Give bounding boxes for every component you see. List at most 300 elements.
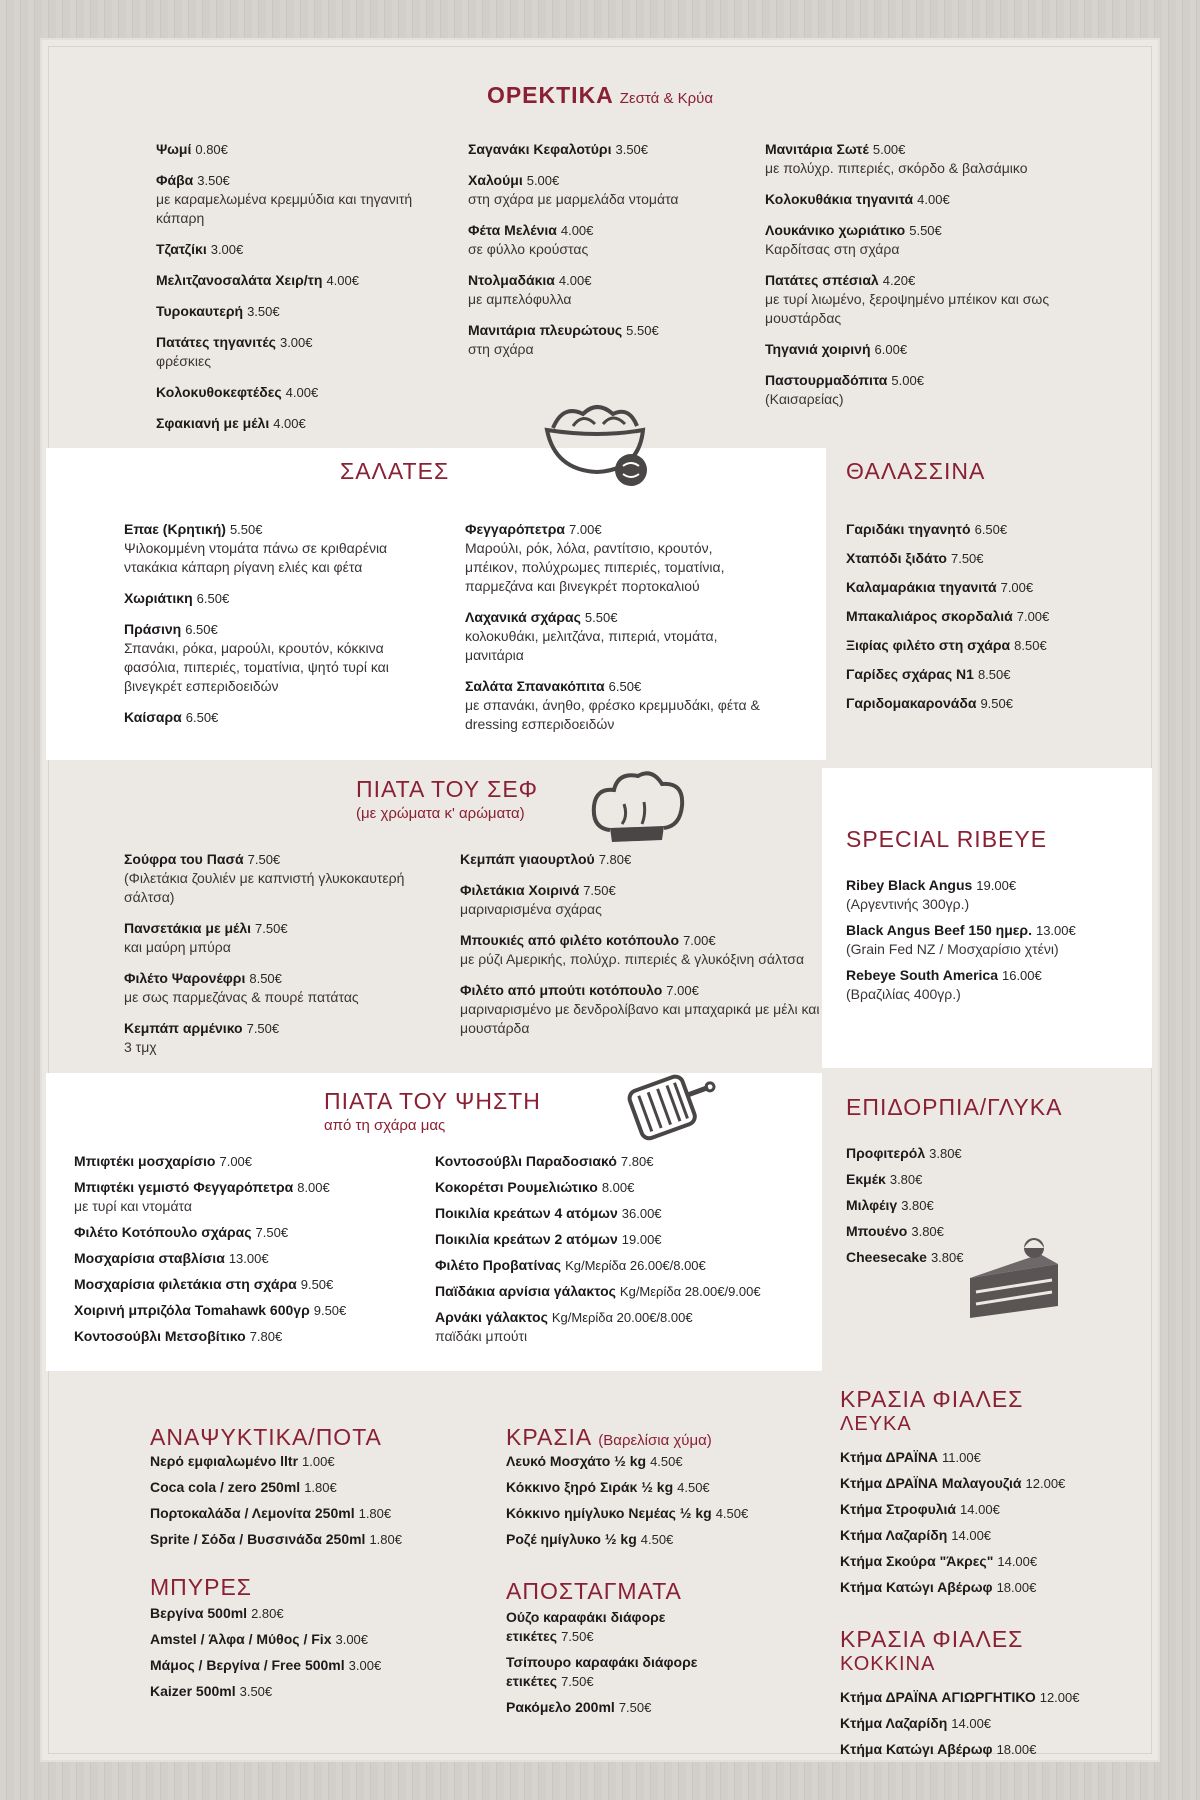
menu-item [124,520,424,577]
wines-white-list [840,1448,1150,1604]
menu-item-name: Τηγανιά χοιρινή [765,341,871,357]
salates-col2 [465,520,765,746]
menu-item-price: 4.00€ [285,385,319,400]
menu-item-price: 5.50€ [229,522,263,537]
menu-item-name: Αρνάκι γάλακτος [435,1309,548,1325]
menu-item-desc: στη σχάρα [468,341,534,357]
wines-bulk-title: ΚΡΑΣΙΑ [506,1424,593,1450]
menu-item-price: 7.50€ [583,883,616,898]
grill-title: ΠΙΑΤΑ ΤΟΥ ΨΗΣΤΗ [324,1088,541,1114]
salates-header [340,458,449,485]
menu-item-desc: με καραμελωμένα κρεμμύδια και τηγανιτή κάπαρη [156,191,413,226]
menu-item [840,1578,1150,1597]
grill-col1 [74,1152,414,1353]
menu-item-price: 36.00€ [621,1206,662,1221]
menu-item-name: Κτήμα Σκούρα "Άκρες" [840,1553,994,1569]
menu-item-name: Ribey Black Angus [846,877,973,893]
menu-item [435,1178,815,1197]
menu-item [124,589,424,608]
menu-item [156,271,416,290]
salates-title: ΣΑΛΑΤΕΣ [340,458,450,484]
menu-item-name: Μπιφτέκι γεμιστό Φεγγαρόπετρα [74,1179,294,1195]
menu-item [460,931,820,969]
menu-item [150,1630,470,1649]
menu-item-price: 7.80€ [620,1154,654,1169]
menu-item-name: Ξιφίας φιλέτο στη σχάρα [846,637,1011,653]
menu-item-price: Kg/Μερίδα 28.00€/9.00€ [619,1284,761,1299]
menu-item-name: Τυροκαυτερή [156,303,244,319]
orektika-col3 [765,140,1065,421]
menu-item-price: 0.80€ [195,142,228,157]
menu-item [846,694,1146,713]
menu-item-price: 4.00€ [558,273,592,288]
menu-item-name: Coca cola / zero 250ml [150,1479,301,1495]
grill-subtitle: από τη σχάρα μας [324,1117,446,1134]
menu-item-price: 4.20€ [882,273,916,288]
menu-item [840,1474,1150,1493]
menu-item-name: Φιλετάκια Χοιρινά [460,882,580,898]
menu-item-price: 4.50€ [650,1454,683,1469]
spirits-title: ΑΠΟΣΤΑΓΜΑΤΑ [506,1578,682,1604]
menu-item-price: 3.50€ [615,142,649,157]
menu-item-price: 18.00€ [996,1742,1037,1757]
menu-item-price: 3.80€ [929,1146,962,1161]
menu-item [150,1604,470,1623]
menu-item-name: Φιλέτο Κοτόπουλο σχάρας [74,1224,252,1240]
menu-item [124,919,414,957]
menu-item-name: Τζατζίκι [156,241,207,257]
menu-item-name: Σαλάτα Σπανακόπιτα [465,678,605,694]
menu-item-name: Φιλέτο Προβατίνας [435,1257,562,1273]
menu-item [468,321,708,359]
menu-item [124,620,424,696]
menu-item-price: 8.50€ [977,667,1011,682]
menu-item-price: 14.00€ [951,1716,992,1731]
orektika-subtitle: Ζεστά & Κρύα [619,90,714,107]
thalassina-title: ΘΑΛΑΣΣΙΝΑ [846,458,986,484]
menu-item-name: Μανιτάρια Σωτέ [765,141,869,157]
menu-item [465,677,765,734]
menu-item-price: 3.80€ [889,1172,923,1187]
menu-item [468,271,708,309]
menu-item [840,1552,1150,1571]
menu-item [435,1230,815,1249]
menu-item-desc: με αμπελόφυλλα [468,291,572,307]
grill-icon [618,1050,718,1146]
menu-item-price: 3.00€ [279,335,313,350]
menu-item [468,140,708,159]
menu-item-desc: με τυρί και ντομάτα [74,1198,192,1214]
thalassina-header [846,458,985,485]
drinks-title: ΑΝΑΨΥΚΤΙΚΑ/ΠΟΤΑ [150,1424,382,1450]
menu-item [435,1204,815,1223]
menu-item-name: Ντολμαδάκια [468,272,555,288]
menu-item [840,1448,1150,1467]
menu-item-price: 8.50€ [249,971,282,986]
menu-item [840,1714,1150,1733]
menu-item-price: 4.00€ [560,223,594,238]
salates-col1 [124,520,424,739]
menu-item-name: Μανιτάρια πλευρώτους [468,322,623,338]
cake-slice-icon [962,1234,1074,1324]
menu-item-price: 4.00€ [273,416,306,431]
menu-item-desc: (Αργεντινής 300γρ.) [846,896,970,912]
menu-item [765,140,1065,178]
spirits-header [506,1578,682,1605]
menu-item-price: 9.50€ [980,696,1013,711]
menu-item-name: Γαριδομακαρονάδα [846,695,977,711]
menu-item-name: Κεμπάπ αρμένικο [124,1020,243,1036]
menu-item-name: Λουκάνικο χωριάτικο [765,222,906,238]
menu-item [846,1170,1046,1189]
menu-item-name: Μοσχαρίσια σταβλίσια [74,1250,225,1266]
menu-item-name: Πατάτες σπέσιαλ [765,272,879,288]
menu-item-price: 7.50€ [618,1700,652,1715]
grill-header [324,1088,541,1134]
menu-item-name: Κτήμα Λαζαρίδη [840,1715,948,1731]
menu-item-name: Κολοκυθάκια τηγανιτά [765,191,914,207]
menu-item [840,1526,1150,1545]
menu-item [124,1019,414,1057]
menu-item-desc: κολοκυθάκι, μελιτζάνα, πιπεριά, ντομάτα, μανιτάρια [465,628,718,663]
menu-item-price: 7.50€ [561,1629,594,1644]
menu-item [124,708,424,727]
menu-item [74,1152,414,1171]
beers-title: ΜΠΥΡΕΣ [150,1574,253,1600]
menu-item-name: Σφακιανή με μέλι [156,415,270,431]
menu-item-name: Τσίπουρο καραφάκι διάφορε ετικέτες [506,1654,698,1689]
orektika-col2 [468,140,708,371]
menu-item-desc: παϊδάκι μπούτι [435,1328,528,1344]
menu-item-price: 3.50€ [239,1684,273,1699]
menu-item-name: Προφιτερόλ [846,1145,926,1161]
menu-item [156,414,416,433]
menu-item [74,1223,414,1242]
menu-item [156,333,416,371]
menu-item-price: 4.50€ [640,1532,674,1547]
menu-item [846,921,1146,959]
menu-item-name: Χταπόδι ξιδάτο [846,550,947,566]
menu-item-name: Sprite / Σόδα / Βυσσινάδα 250ml [150,1531,366,1547]
salad-bowl-icon [543,400,655,492]
menu-item-name: Ποικιλία κρεάτων 4 ατόμων [435,1205,618,1221]
menu-item [846,1144,1046,1163]
spirits-list [506,1608,726,1724]
menu-item-name: Κτήμα ΔΡΑΪΝΑ [840,1449,939,1465]
menu-item-name: Καίσαρα [124,709,182,725]
menu-item [468,221,708,259]
menu-item-name: Χοιρινή μπριζόλα Tomahawk 600γρ [74,1302,310,1318]
menu-item-price: 7.00€ [666,983,699,998]
menu-item [156,302,416,321]
menu-item-name: Γαρίδες σχάρας Ν1 [846,666,974,682]
drinks-header [150,1424,382,1451]
menu-item-price: 14.00€ [951,1528,992,1543]
menu-item-price: 9.50€ [313,1303,347,1318]
menu-item-desc: (Καισαρείας) [765,391,844,407]
menu-item [124,850,414,907]
menu-item-name: Λευκό Μοσχάτο ½ kg [506,1453,647,1469]
menu-item-desc: με ρύζι Αμερικής, πολύχρ. πιπεριές & γλυκόξινη σάλτσα [460,951,805,967]
menu-item-desc: (Grain Fed NZ / Μοσχαρίσιο χτένι) [846,941,1059,957]
menu-item [150,1682,470,1701]
menu-item-price: 1.00€ [302,1454,335,1469]
menu-item-name: Κτήμα Κατώγι Αβέρωφ [840,1579,993,1595]
menu-item-price: 8.50€ [1014,638,1047,653]
desserts-header [846,1094,1062,1121]
menu-item-price: 7.00€ [1016,609,1050,624]
menu-item-name: Παϊδάκια αρνίσια γάλακτος [435,1283,616,1299]
menu-item-price: 6.00€ [874,342,908,357]
menu-item-name: Μάμος / Βεργίνα / Free 500ml [150,1657,345,1673]
menu-item-desc: φρέσκιες [156,353,212,369]
menu-item-price: 7.00€ [683,933,716,948]
menu-item [435,1152,815,1171]
ribeye-header [846,826,1047,853]
menu-item [506,1653,726,1691]
menu-item-price: 6.50€ [608,679,642,694]
orektika-title: ΟΡΕΚΤΙΚΑ [486,82,614,108]
menu-item-price: 1.80€ [304,1480,337,1495]
menu-item-price: 14.00€ [997,1554,1038,1569]
menu-item [846,636,1146,655]
menu-item [468,171,708,209]
menu-item [846,549,1146,568]
menu-item-price: 3.50€ [247,304,280,319]
menu-item-name: Φιλέτο Ψαρονέφρι [124,970,246,986]
menu-item-price: 7.50€ [246,1021,280,1036]
menu-item-price: 13.00€ [228,1251,269,1266]
menu-item-price: 2.80€ [251,1606,284,1621]
menu-item-name: Πατάτες τηγανιτές [156,334,276,350]
menu-item-price: 9.50€ [300,1277,334,1292]
wines-white-header [840,1386,1023,1436]
menu-item-name: Σούφρα του Πασά [124,851,244,867]
menu-item-price: Kg/Μερίδα 26.00€/8.00€ [565,1258,706,1273]
menu-item [465,608,765,665]
menu-item-price: 19.00€ [976,878,1017,893]
menu-item-name: Ποικιλία κρεάτων 2 ατόμων [435,1231,618,1247]
menu-item-price: 12.00€ [1025,1476,1066,1491]
menu-item [846,966,1146,1004]
menu-item-price: 4.00€ [326,273,359,288]
menu-item [435,1308,815,1346]
menu-item-name: Ούζο καραφάκι διάφορε ετικέτες [506,1609,666,1644]
menu-item [506,1478,836,1497]
menu-item [506,1452,836,1471]
menu-item-name: Φέτα Μελένια [468,222,557,238]
menu-item-desc: 3 τμχ [124,1039,157,1055]
desserts-title: ΕΠΙΔΟΡΠΙΑ/ΓΛΥΚΑ [846,1094,1063,1120]
menu-item-price: 4.50€ [715,1506,749,1521]
menu-item-price: 7.50€ [247,852,281,867]
menu-item-name: Γαριδάκι τηγανητό [846,521,971,537]
orektika-col1 [156,140,416,445]
menu-item-desc: μαριναρισμένο με δενδρολίβανο και μπαχαρικά με μέλι και μουστάρδα [460,1001,820,1036]
menu-item [435,1282,815,1301]
chef-col2 [460,850,820,1050]
menu-item-name: Μπουένο [846,1223,908,1239]
menu-item [74,1301,414,1320]
menu-item [150,1530,490,1549]
chef-hat-icon [588,768,688,844]
menu-item [846,578,1146,597]
menu-item [460,981,820,1038]
menu-item-desc: Ψιλοκομμένη ντομάτα πάνω σε κριθαρένια ντακάκια κάπαρη ρίγανη ελιές και φέτα [124,540,388,575]
menu-item-price: 7.00€ [219,1154,253,1169]
menu-item-name: Κτήμα Στροφυλιά [840,1501,957,1517]
menu-item-desc: στη σχάρα με μαρμελάδα ντομάτα [468,191,679,207]
wines-white-subtitle: ΛΕΥΚΑ [840,1413,912,1435]
wines-red-subtitle: ΚΟΚΚΙΝΑ [840,1653,936,1675]
menu-item-name: Ψωμί [156,141,192,157]
menu-item-name: Κολοκυθοκεφτέδες [156,384,282,400]
menu-item-price: 6.50€ [185,710,219,725]
menu-item [765,371,1065,409]
menu-item-price: 12.00€ [1039,1690,1080,1705]
menu-item-price: 5.00€ [872,142,906,157]
menu-item-desc: με τυρί λιωμένο, ξεροψημένο μπέικον και σως μουστάρδας [765,291,1050,326]
menu-item-price: 1.80€ [369,1532,402,1547]
menu-item-desc: (Φιλετάκια ζουλιέν με καπνιστή γλυκοκαυτερή σάλτσα) [124,870,405,905]
menu-item-name: Κόκκινο ημίγλυκο Νεμέας ½ kg [506,1505,712,1521]
wines-bulk-list [506,1452,836,1556]
menu-item [435,1256,815,1275]
menu-item [846,607,1146,626]
menu-item-price: 7.80€ [598,852,632,867]
menu-item [156,240,416,259]
menu-item-name: Μπακαλιάρος σκορδαλιά [846,608,1013,624]
menu-item [765,271,1065,328]
menu-item-name: Cheesecake [846,1249,927,1265]
orektika-header [40,82,1160,109]
menu-item-price: 7.50€ [561,1674,594,1689]
menu-item [124,969,414,1007]
menu-item-name: Χαλούμι [468,172,523,188]
beers-header [150,1574,252,1601]
menu-item [74,1249,414,1268]
menu-item-desc: μαριναρισμένα σχάρας [460,901,602,917]
menu-item-name: Πράσινη [124,621,182,637]
menu-item-name: Πορτοκαλάδα / Λεμονίτα 250ml [150,1505,355,1521]
menu-item-name: Kaizer 500ml [150,1683,236,1699]
menu-item-desc: σε φύλλο κρούστας [468,241,589,257]
menu-item-name: Φιλέτο από μπούτι κοτόπουλο [460,982,663,998]
menu-item [765,340,1065,359]
menu-item-name: Μπουκιές από φιλέτο κοτόπουλο [460,932,680,948]
chef-col1 [124,850,414,1069]
menu-item [840,1740,1150,1759]
menu-item [460,850,820,869]
menu-item-name: Λαχανικά σχάρας [465,609,581,625]
menu-item [506,1530,836,1549]
menu-item [846,665,1146,684]
wines-red-header [840,1626,1023,1676]
menu-item-price: 6.50€ [185,622,218,637]
chef-title: ΠΙΑΤΑ ΤΟΥ ΣΕΦ [356,776,539,802]
menu-item-name: Χωριάτικη [124,590,193,606]
ribeye-title: SPECIAL RIBEYE [846,826,1048,852]
menu-item-price: 7.50€ [950,551,984,566]
menu-item [840,1688,1150,1707]
menu-item-desc: με σως παρμεζάνας & πουρέ πατάτας [124,989,359,1005]
menu-item-price: 13.00€ [1035,923,1076,938]
menu-item-name: Φάβα [156,172,194,188]
menu-item-name: Μιλφέιγ [846,1197,898,1213]
menu-item-desc: με σπανάκι, άνηθο, φρέσκο κρεμμυδάκι, φέτα & dressing εσπεριδοειδών [465,697,760,732]
wines-bulk-header [506,1424,712,1451]
menu-item-price: 14.00€ [960,1502,1000,1517]
menu-item [150,1452,490,1471]
menu-item-name: Καλαμαράκια τηγανιτά [846,579,997,595]
menu-item-name: Rebeye South America [846,967,998,983]
menu-item-name: Κτήμα Λαζαρίδη [840,1527,948,1543]
menu-item-name: Κτήμα ΔΡΑΪΝΑ Μαλαγουζιά [840,1475,1022,1491]
menu-item-name: Amstel / Άλφα / Μύθος / Fix [150,1631,332,1647]
ribeye-list [846,876,1146,1011]
menu-item-desc: Καρδίτσας στη σχάρα [765,241,900,257]
menu-item-desc: Σπανάκι, ρόκα, μαρούλι, κρουτόν, κόκκινα φασόλια, πιπεριές, τοματίνια, ψητό τυρί και βινεγκρέτ εσπεριδοειδών [124,640,389,694]
menu-item [156,171,416,228]
drinks-list [150,1452,490,1556]
menu-item [150,1656,470,1675]
menu-item-name: Πανσετάκια με μέλι [124,920,252,936]
menu-item-price: 8.00€ [601,1180,635,1195]
wines-white-title: ΚΡΑΣΙΑ ΦΙΑΛΕΣ [840,1386,1024,1412]
menu-item-price: 3.00€ [348,1658,382,1673]
wines-bulk-subtitle: (Βαρελίσια χύμα) [598,1432,712,1449]
menu-item-price: 4.00€ [917,192,950,207]
chef-header [356,776,538,822]
menu-item-name: Εκμέκ [846,1171,886,1187]
menu-item [846,876,1146,914]
menu-item [765,190,1065,209]
menu-frame [40,38,1160,1762]
menu-item-name: Κόκκινο ξηρό Σιράκ ½ kg [506,1479,674,1495]
menu-item-name: Φεγγαρόπετρα [465,521,566,537]
menu-item-desc: με πολύχρ. πιπεριές, σκόρδο & βαλσάμικο [765,160,1028,176]
menu-item [506,1608,726,1646]
menu-item-name: Ροζέ ημίγλυκο ½ kg [506,1531,637,1547]
menu-item-price: 7.50€ [255,921,288,936]
menu-item-price: 5.50€ [626,323,659,338]
menu-item-price: 7.80€ [249,1329,283,1344]
menu-item-name: Σαγανάκι Κεφαλοτύρι [468,141,612,157]
wines-red-list [840,1688,1150,1766]
wines-red-title: ΚΡΑΣΙΑ ΦΙΑΛΕΣ [840,1626,1024,1652]
menu-item-name: Παστουρμαδόπιτα [765,372,888,388]
menu-item [156,383,416,402]
menu-item-price: 3.00€ [210,242,244,257]
menu-item-name: Μπιφτέκι μοσχαρίσιο [74,1153,216,1169]
menu-item-name: Black Angus Beef 150 ημερ. [846,922,1032,938]
menu-item [846,520,1146,539]
grill-col2 [435,1152,815,1353]
menu-item [460,881,820,919]
menu-item-price: 5.00€ [891,373,924,388]
menu-item-name: Κτήμα Κατώγι Αβέρωφ [840,1741,993,1757]
menu-item-price: 3.80€ [930,1250,964,1265]
menu-item-name: Κοντοσούβλι Παραδοσιακό [435,1153,617,1169]
menu-item-price: 6.50€ [196,591,230,606]
menu-item [74,1178,414,1216]
menu-item-price: 19.00€ [621,1232,662,1247]
menu-item-price: Kg/Μερίδα 20.00€/8.00€ [551,1310,693,1325]
menu-item-price: 1.80€ [358,1506,392,1521]
menu-item-name: Ρακόμελο 200ml [506,1699,615,1715]
menu-item-desc: και μαύρη μπύρα [124,939,231,955]
menu-item-price: 7.00€ [569,522,602,537]
